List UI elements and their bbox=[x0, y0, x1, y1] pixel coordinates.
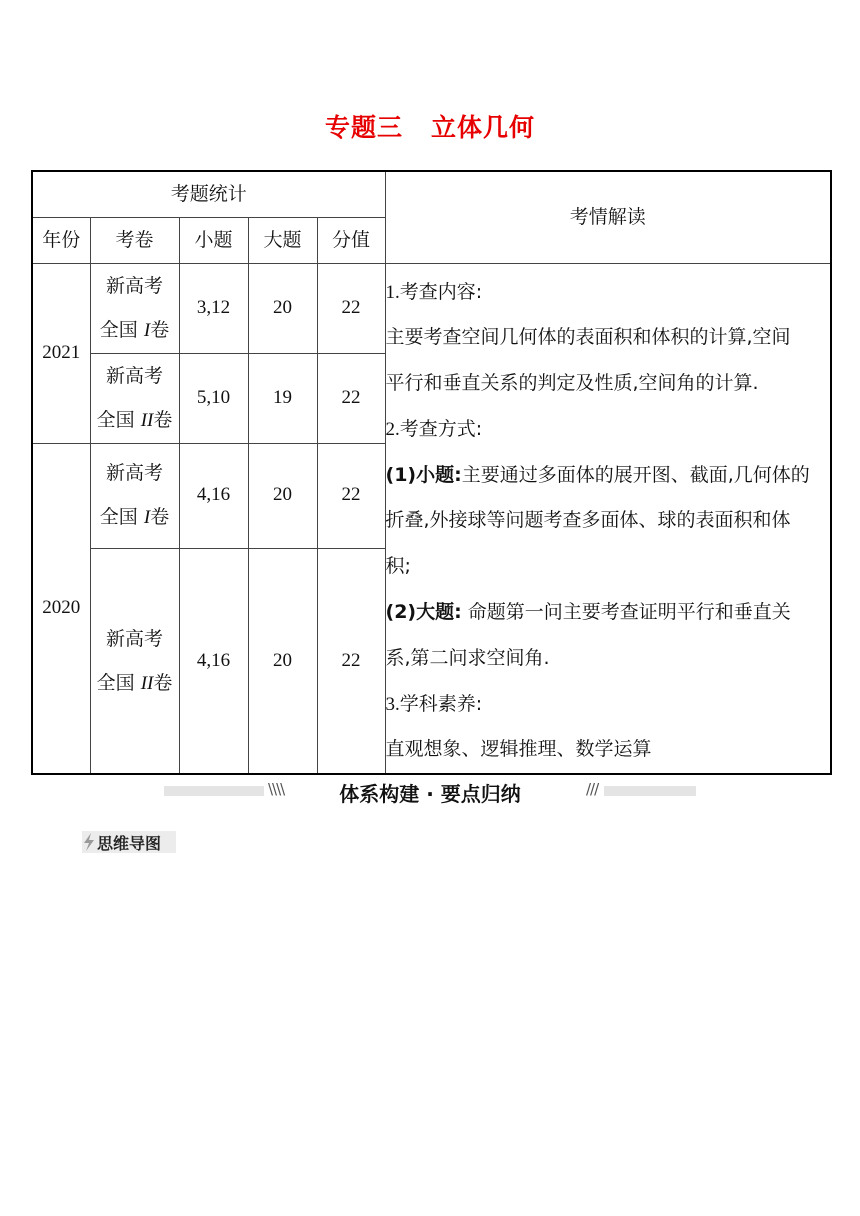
interp-line: 积; bbox=[385, 555, 411, 578]
page-title bbox=[0, 108, 860, 144]
small-question-cell: 4,16 bbox=[179, 548, 248, 774]
paper-line1: 新高考 bbox=[105, 462, 163, 485]
table-row bbox=[32, 263, 831, 353]
interp-line bbox=[386, 682, 831, 728]
interp-text: 命题第一问主要考查证明平行和垂直关 bbox=[461, 601, 791, 624]
column-header-paper: 考卷 bbox=[90, 217, 179, 263]
interp-heading: 学科素养: bbox=[399, 692, 483, 715]
paper-cell bbox=[90, 263, 179, 353]
paper-line2 bbox=[91, 661, 179, 706]
exam-statistics-table bbox=[31, 170, 832, 775]
big-question-cell: 20 bbox=[248, 443, 317, 548]
interp-text: 主要通过多面体的展开图、截面,几何体的 bbox=[461, 463, 810, 486]
interp-line bbox=[386, 270, 831, 316]
small-question-cell: 4,16 bbox=[179, 443, 248, 548]
column-header-year: 年份 bbox=[32, 217, 90, 263]
year-cell: 2020 bbox=[32, 443, 90, 774]
paper-cell bbox=[90, 353, 179, 443]
paper-line2 bbox=[91, 495, 179, 540]
paper-line1: 新高考 bbox=[105, 364, 163, 387]
interp-heading: 考查内容: bbox=[399, 280, 483, 303]
mindmap-label: 思维导图 bbox=[97, 833, 162, 853]
column-header-small: 小题 bbox=[179, 217, 248, 263]
interp-line bbox=[386, 407, 831, 453]
paper-line2 bbox=[91, 398, 179, 443]
interp-line: 主要考查空间几何体的表面积和体积的计算,空间 bbox=[385, 326, 791, 349]
paper-suffix: 卷 bbox=[153, 671, 173, 694]
paper-roman: II bbox=[140, 672, 154, 694]
band-left-slashes: \\\\ bbox=[268, 780, 285, 798]
score-cell: 22 bbox=[317, 548, 385, 774]
table-header-row bbox=[32, 171, 831, 217]
interp-line: 折叠,外接球等问题考查多面体、球的表面积和体 bbox=[385, 509, 791, 532]
page-title-part1: 专题三 bbox=[324, 113, 403, 142]
interp-number: 3. bbox=[385, 693, 400, 715]
paper-prefix: 全国 bbox=[99, 318, 138, 341]
score-cell: 22 bbox=[317, 263, 385, 353]
paper-cell bbox=[90, 548, 179, 774]
interp-line bbox=[386, 453, 831, 499]
interp-line bbox=[386, 590, 831, 636]
band-right-slashes: /// bbox=[586, 780, 599, 798]
paper-suffix: 卷 bbox=[150, 318, 170, 341]
paper-line2 bbox=[91, 308, 179, 353]
big-question-cell: 19 bbox=[248, 353, 317, 443]
mindmap-heading bbox=[82, 831, 176, 853]
paper-roman: II bbox=[140, 409, 154, 431]
paper-suffix: 卷 bbox=[150, 506, 170, 529]
paper-suffix: 卷 bbox=[153, 408, 173, 431]
section-title: 体系构建 · 要点归纳 bbox=[339, 782, 521, 806]
paper-prefix: 全国 bbox=[96, 408, 135, 431]
small-question-cell: 3,12 bbox=[179, 263, 248, 353]
year-cell: 2021 bbox=[32, 263, 90, 443]
group-header-cell: 考题统计 bbox=[32, 171, 385, 217]
interp-line: 系,第二问求空间角. bbox=[385, 646, 550, 669]
interp-line: 平行和垂直关系的判定及性质,空间角的计算. bbox=[385, 372, 759, 395]
paper-cell bbox=[90, 443, 179, 548]
lightning-icon bbox=[82, 833, 96, 851]
paper-roman: I bbox=[143, 507, 151, 529]
interp-header-cell: 考情解读 bbox=[385, 171, 831, 263]
interp-number: 2. bbox=[385, 418, 400, 440]
paper-prefix: 全国 bbox=[96, 671, 135, 694]
interp-number: 1. bbox=[385, 281, 400, 303]
score-cell: 22 bbox=[317, 353, 385, 443]
paper-line1: 新高考 bbox=[105, 274, 163, 297]
big-question-cell: 20 bbox=[248, 263, 317, 353]
interp-heading: 考查方式: bbox=[399, 417, 483, 440]
paper-roman: I bbox=[143, 319, 151, 341]
paper-line1: 新高考 bbox=[105, 627, 163, 650]
interpretation-cell bbox=[385, 263, 831, 774]
paper-prefix: 全国 bbox=[99, 506, 138, 529]
section-band bbox=[0, 778, 860, 804]
big-question-cell: 20 bbox=[248, 548, 317, 774]
score-cell: 22 bbox=[317, 443, 385, 548]
interp-line: 直观想象、逻辑推理、数学运算 bbox=[385, 738, 652, 761]
small-question-cell: 5,10 bbox=[179, 353, 248, 443]
column-header-score: 分值 bbox=[317, 217, 385, 263]
interp-bold-label: (1)小题: bbox=[385, 463, 462, 486]
interp-bold-label: (2)大题: bbox=[385, 601, 462, 624]
column-header-big: 大题 bbox=[248, 217, 317, 263]
page-title-part2: 立体几何 bbox=[431, 113, 536, 142]
band-right-bar bbox=[604, 786, 696, 796]
